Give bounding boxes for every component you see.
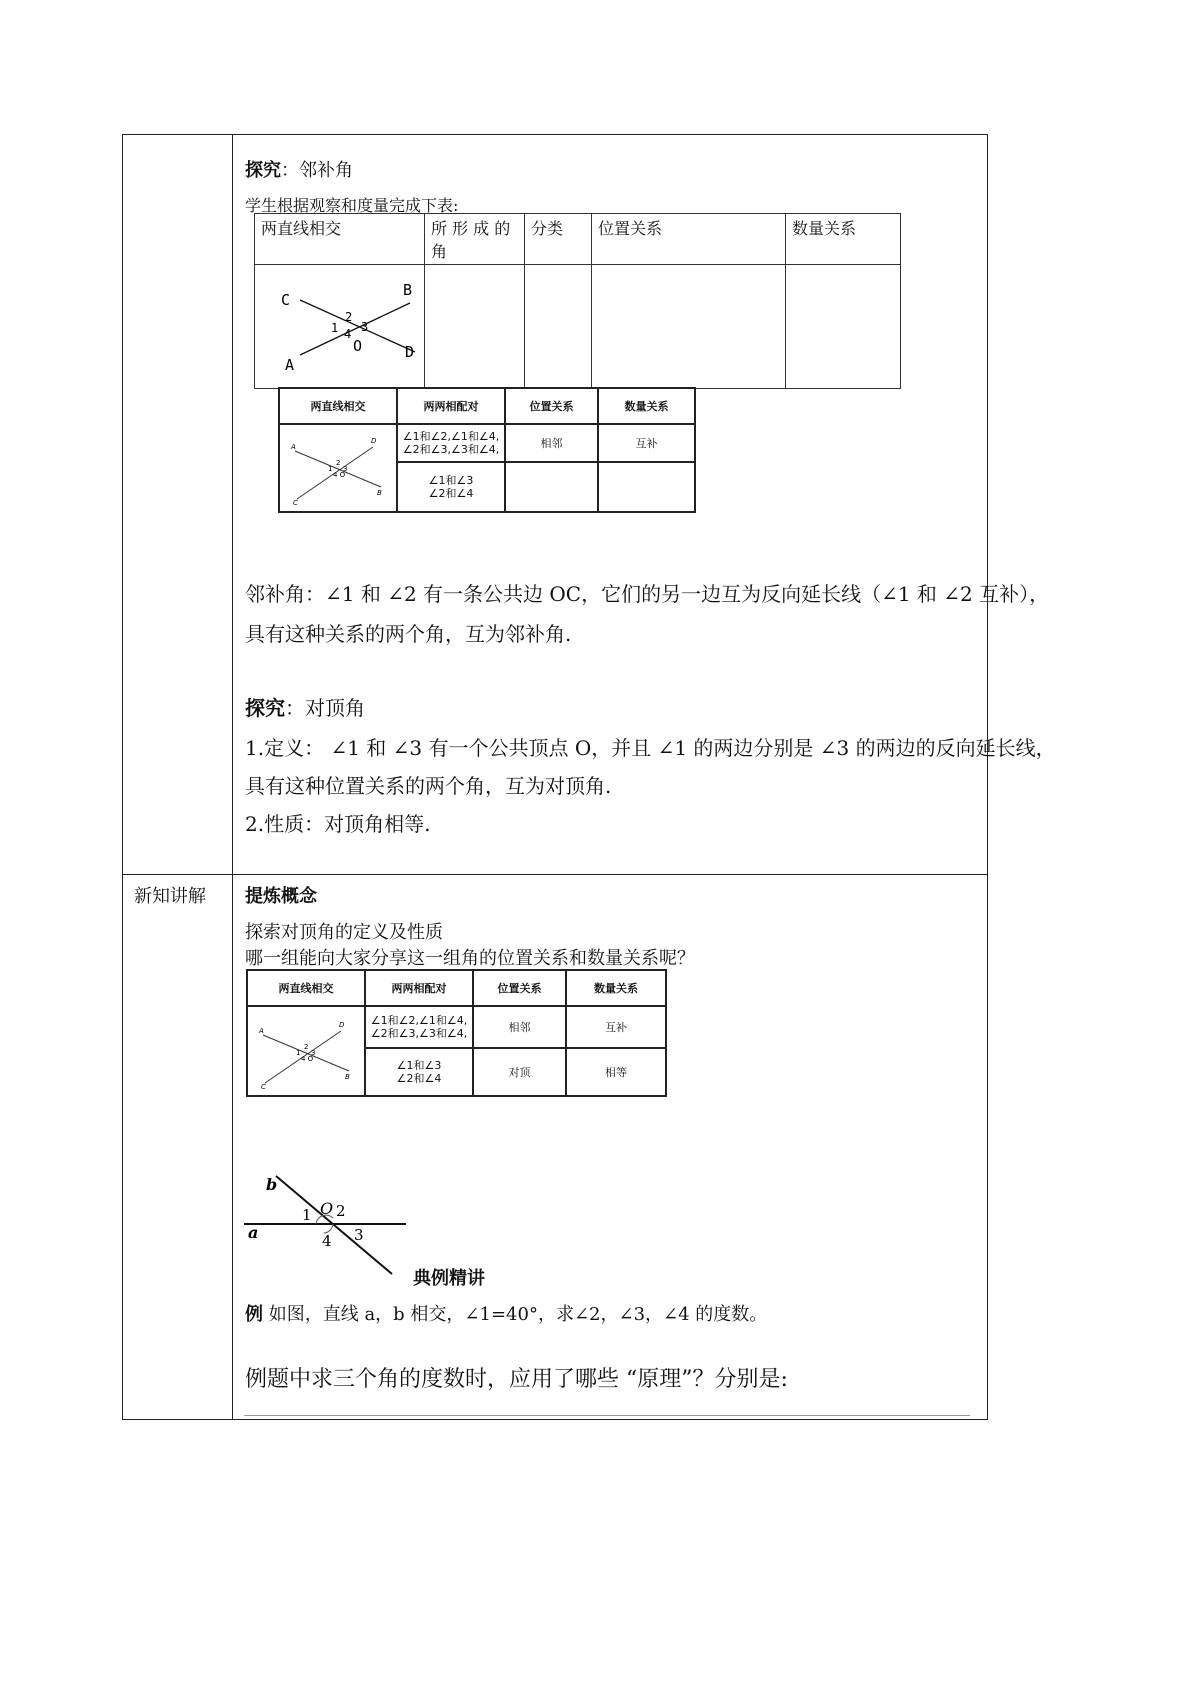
small-intersecting-lines-figure: [251, 1011, 361, 1091]
empty-cell: [786, 265, 901, 389]
position-adjacent: 相邻: [473, 1006, 566, 1048]
label-O: 4 O: [301, 1055, 314, 1063]
label-angle-1: 1: [331, 321, 339, 335]
label-angle-3: 3: [311, 1049, 316, 1057]
line-label-a: a: [248, 1223, 259, 1242]
label-angle-1: 1: [296, 1049, 301, 1057]
adjacent-pairs-cell: ∠1和∠2,∠1和∠4, ∠2和∠3,∠3和∠4,: [397, 424, 505, 462]
concept-line1: 探索对顶角的定义及性质: [245, 922, 443, 943]
concept-line2: 哪一组能向大家分享这一组角的位置关系和数量关系呢？: [245, 948, 695, 969]
label-D: D: [339, 1021, 345, 1029]
vertical-pairs-cell: ∠1和∠3 ∠2和∠4: [397, 462, 505, 512]
explore-vertical-title: 探究：对顶角: [245, 696, 365, 720]
table-instruction: 学生根据观察和度量完成下表:: [245, 196, 459, 215]
label-angle-3: 3: [361, 320, 369, 334]
header-quantity: 数量关系: [566, 970, 666, 1006]
label-angle-2: 2: [345, 310, 353, 324]
intersecting-lines-figure: [275, 275, 435, 385]
label-C: C: [281, 291, 291, 309]
vertical-definition-line1: 1.定义： ∠1 和 ∠3 有一个公共顶点 O，并且 ∠1 的两边分别是 ∠3 的两边的反向延长线，: [245, 736, 1056, 760]
label-angle-2: 2: [336, 459, 341, 467]
vertical-pairs-cell: ∠1和∠3 ∠2和∠4: [365, 1048, 473, 1096]
header-position: 位置关系: [473, 970, 566, 1006]
header-lines-intersect: 两直线相交: [255, 214, 425, 265]
angle-pairs-table-1: [278, 387, 696, 513]
observation-table: [254, 213, 901, 389]
example-problem: 例 如图，直线 a，b 相交，∠1=40°，求∠2，∠3，∠4 的度数。: [245, 1304, 768, 1325]
vertical-definition-line2: 具有这种位置关系的两个角，互为对顶角.: [245, 774, 612, 798]
adjacent-definition-line2: 具有这种关系的两个角，互为邻补角.: [245, 622, 572, 646]
label-angle-1: 1: [328, 465, 333, 473]
quantity-supplementary: 互补: [598, 424, 695, 462]
header-pairs: 两两相配对: [365, 970, 473, 1006]
example-heading: 典例精讲: [413, 1268, 485, 1289]
vertical-property: 2.性质：对顶角相等.: [245, 812, 431, 836]
label-angle-4: 4: [322, 1232, 332, 1250]
header-pairs: 两两相配对: [397, 388, 505, 424]
label-A: A: [259, 1027, 264, 1035]
header-lines-intersect: 两直线相交: [247, 970, 365, 1006]
label-A: A: [285, 356, 295, 374]
bottom-rule: [244, 1415, 970, 1416]
empty-cell: [525, 265, 592, 389]
concept-title: 提炼概念: [245, 886, 317, 907]
header-category: 分类: [525, 214, 592, 265]
column-divider: [232, 134, 233, 1420]
angle-pairs-table-2: [246, 969, 667, 1097]
label-O: 4 O: [333, 471, 346, 479]
header-quantity: 数量关系: [786, 214, 901, 265]
label-angle-2: 2: [304, 1043, 309, 1051]
label-angle-1: 1: [302, 1206, 312, 1224]
small-figure-cell: [279, 424, 397, 512]
position-adjacent: 相邻: [505, 424, 598, 462]
example-question: 例题中求三个角的度数时，应用了哪些 “原理”？分别是:: [245, 1367, 788, 1392]
adjacent-pairs-cell: ∠1和∠2,∠1和∠4, ∠2和∠3,∠3和∠4,: [365, 1006, 473, 1048]
label-angle-3: 3: [354, 1226, 364, 1244]
header-position: 位置关系: [592, 214, 786, 265]
label-C: C: [261, 1083, 266, 1091]
adjacent-definition-line1: 邻补角：∠1 和 ∠2 有一条公共边 OC，它们的另一边互为反向延长线（∠1 和 ∠2 互补），: [245, 582, 1050, 606]
empty-cell: [592, 265, 786, 389]
label-B: B: [403, 281, 413, 299]
position-vertical: 对顶: [473, 1048, 566, 1096]
section-label: 新知讲解: [134, 886, 206, 907]
header-position: 位置关系: [505, 388, 598, 424]
position-empty: [505, 462, 598, 512]
label-angle-2: 2: [336, 1202, 346, 1220]
header-lines-intersect: 两直线相交: [279, 388, 397, 424]
small-intersecting-lines-figure: [283, 429, 393, 507]
header-quantity: 数量关系: [598, 388, 695, 424]
label-B: B: [377, 489, 382, 497]
intersecting-lines-figure-cell: [255, 265, 425, 389]
label-D: D: [405, 343, 415, 361]
quantity-supplementary: 互补: [566, 1006, 666, 1048]
row-divider: [122, 874, 988, 875]
explore-adjacent-title: 探究：邻补角: [245, 160, 353, 181]
header-formed-angles: 所 形 成 的 角: [425, 214, 525, 265]
label-B: B: [345, 1073, 350, 1081]
line-label-b: b: [266, 1175, 278, 1194]
label-A: A: [291, 443, 296, 451]
label-angle-3: 3: [343, 465, 348, 473]
label-angle-4: 4: [344, 327, 352, 341]
label-O: O: [320, 1199, 334, 1218]
label-D: D: [371, 437, 377, 445]
empty-cell: [425, 265, 525, 389]
small-figure-cell: [247, 1006, 365, 1096]
quantity-empty: [598, 462, 695, 512]
quantity-equal: 相等: [566, 1048, 666, 1096]
label-O: O: [353, 337, 363, 355]
label-C: C: [293, 499, 298, 507]
example-figure: [244, 1170, 424, 1290]
